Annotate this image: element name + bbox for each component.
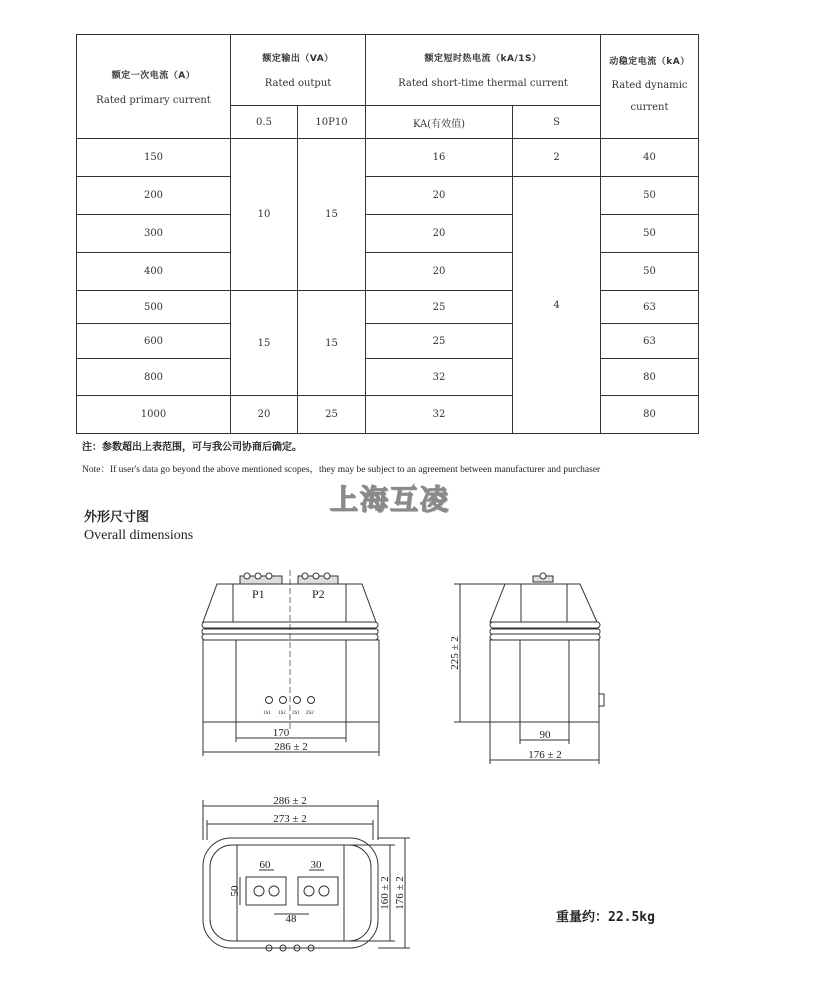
cell-output-10p10: 15 xyxy=(298,139,366,291)
header-thermal-cn: 额定短时热电流（kA/1S） xyxy=(424,54,542,64)
cell-current: 600 xyxy=(77,324,231,359)
side-dim-height: 225 ± 2 xyxy=(449,636,461,670)
cell-current: 150 xyxy=(77,139,231,177)
cell-ka: 20 xyxy=(366,215,513,253)
top-dim-h2: 176 ± 2 xyxy=(394,876,406,910)
front-p1-label: P1 xyxy=(252,587,265,601)
cell-s: 2 xyxy=(513,139,601,177)
top-dim-w1: 286 ± 2 xyxy=(273,795,307,807)
note-chinese: 注：参数超出上表范围，可与我公司协商后确定。 xyxy=(82,442,302,453)
cell-dynamic: 50 xyxy=(601,177,699,215)
terminal-label: 1S1 xyxy=(263,711,271,716)
cell-output-05: 20 xyxy=(231,396,298,434)
top-dim-a: 60 xyxy=(259,859,271,871)
cell-dynamic: 80 xyxy=(601,359,699,396)
cell-output-10p10: 15 xyxy=(298,291,366,396)
cell-output-05: 10 xyxy=(231,139,298,291)
top-dim-b: 30 xyxy=(310,859,322,871)
cell-ka: 20 xyxy=(366,177,513,215)
subheader-ka: KA(有效值) xyxy=(366,106,513,139)
cell-dynamic: 63 xyxy=(601,291,699,324)
cell-dynamic: 80 xyxy=(601,396,699,434)
cell-dynamic: 50 xyxy=(601,253,699,291)
cell-dynamic: 40 xyxy=(601,139,699,177)
front-dim-outer: 286 ± 2 xyxy=(274,741,308,753)
cell-output-10p10: 25 xyxy=(298,396,366,434)
cell-ka: 32 xyxy=(366,359,513,396)
cell-dynamic: 50 xyxy=(601,215,699,253)
side-view-drawing xyxy=(454,573,604,764)
dimensions-title-en: Overall dimensions xyxy=(84,528,194,543)
weight-label: 重量约：22.5kg xyxy=(556,910,655,925)
dimensions-title-cn: 外形尺寸图 xyxy=(84,510,150,525)
cell-current: 1000 xyxy=(77,396,231,434)
terminal-label: 1S2 xyxy=(278,711,286,716)
header-dynamic-en: Rated dynamic current xyxy=(611,80,688,113)
cell-ka: 20 xyxy=(366,253,513,291)
top-dim-c: 50 xyxy=(229,885,241,897)
header-primary-en: Rated primary current xyxy=(96,94,211,106)
cell-current: 200 xyxy=(77,177,231,215)
front-dim-inner: 170 xyxy=(272,727,290,739)
subheader-s: S xyxy=(513,106,601,139)
top-dim-d: 48 xyxy=(285,913,297,925)
front-view-drawing xyxy=(202,570,379,756)
cell-ka: 25 xyxy=(366,324,513,359)
header-output-en: Rated output xyxy=(264,78,332,89)
cell-ka: 32 xyxy=(366,396,513,434)
note-english: Note：If user's data go beyond the above mentioned scopes，they may be subject to an agreement between manufacturer and purchaser xyxy=(82,465,601,475)
header-thermal-en: Rated short-time thermal current xyxy=(398,78,568,89)
cell-current: 400 xyxy=(77,253,231,291)
cell-current: 800 xyxy=(77,359,231,396)
cell-output-05: 15 xyxy=(231,291,298,396)
cell-ka: 16 xyxy=(366,139,513,177)
side-dim-outer: 176 ± 2 xyxy=(528,749,562,761)
cell-s: 4 xyxy=(513,177,601,434)
subheader-05: 0.5 xyxy=(231,106,298,139)
header-dynamic-cn: 动稳定电流（kA） xyxy=(609,57,690,67)
cell-dynamic: 63 xyxy=(601,324,699,359)
top-dim-h1: 160 ± 2 xyxy=(379,876,391,910)
watermark-logo: 上海互凌 xyxy=(330,483,451,516)
subheader-10p10: 10P10 xyxy=(298,106,366,139)
cell-current: 500 xyxy=(77,291,231,324)
front-p2-label: P2 xyxy=(312,587,325,601)
cell-current: 300 xyxy=(77,215,231,253)
terminal-label: 2S2 xyxy=(306,711,314,716)
cell-ka: 25 xyxy=(366,291,513,324)
side-dim-inner: 90 xyxy=(539,729,551,741)
terminal-label: 2S1 xyxy=(292,711,300,716)
header-output-cn: 额定输出（VA） xyxy=(262,54,334,64)
top-dim-w2: 273 ± 2 xyxy=(273,813,307,825)
header-primary-cn: 额定一次电流（A） xyxy=(111,70,196,81)
